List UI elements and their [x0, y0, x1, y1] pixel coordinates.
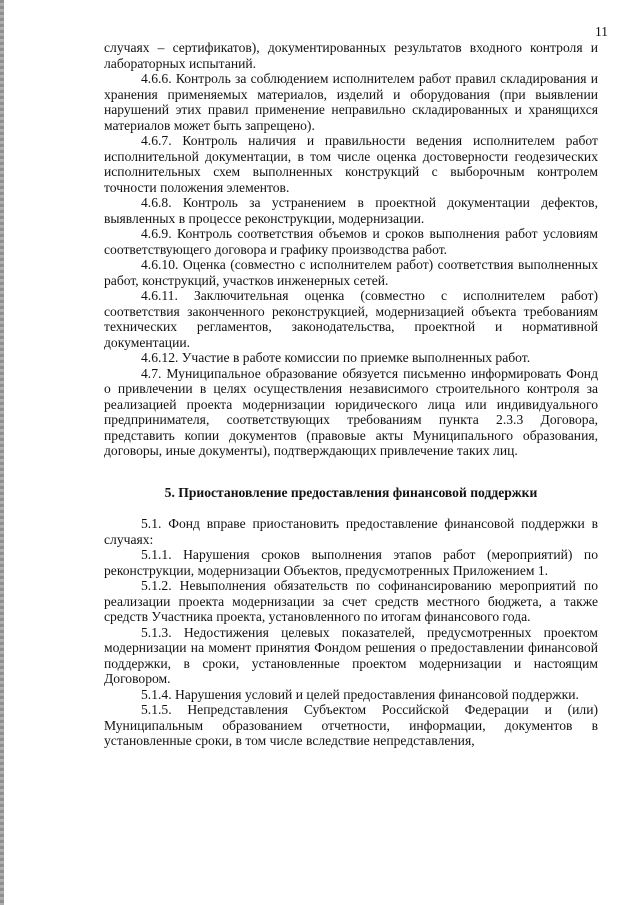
paragraph: 5.1. Фонд вправе приостановить предоставление финансовой поддержки в случаях: — [104, 516, 598, 547]
paragraph: 4.6.9. Контроль соответствия объемов и сроков выполнения работ условиям соответствующего договора и графику производства работ. — [104, 226, 598, 257]
paragraph: 4.6.10. Оценка (совместно с исполнителем работ) соответствия выполненных работ, конструкций, участков инженерных сетей. — [104, 257, 598, 288]
document-body — [104, 40, 598, 749]
paragraph: 5.1.3. Недостижения целевых показателей, предусмотренных проектом модернизации на момент принятия Фондом решения о предоставлении финансовой поддержки, в сроки, установленные проектом модернизации и настоящим Договором. — [104, 624, 598, 686]
page-number: 11 — [595, 24, 608, 39]
paragraph: 4.7. Муниципальное образование обязуется письменно информировать Фонд о привлечении в целях осуществления независимого строительного контроля за реализацией проекта модернизации юридического лица или индивидуального предпринимателя, соответствующих требованиям пункта 2.3.3 Договора, представить копии документов (правовые акты Муниципального образования, договоры, иные документы), подтверждающих привлечение таких лиц. — [104, 365, 598, 458]
paragraph: 4.6.12. Участие в работе комиссии по приемке выполненных работ. — [141, 350, 531, 365]
paragraph: 4.6.6. Контроль за соблюдением исполнителем работ правил складирования и хранения применяемых материалов, изделий и оборудования (при выявлении нарушений этих правил применение неправильно складированных и хранящихся материалов может быть запрещено). — [104, 71, 598, 133]
paragraph: случаях – сертификатов), документированных результатов входного контроля и лабораторных испытаний. — [104, 40, 598, 71]
paragraph: 4.6.7. Контроль наличия и правильности ведения исполнителем работ исполнительной документации, в том числе оценка достоверности геодезических исполнительных схем выполненных конструкций с выборочным контролем точности положения элементов. — [104, 133, 598, 195]
paragraph: 5.1.5. Непредставления Субъектом Российской Федерации и (или) Муниципальным образованием отчетности, информации, документов в установленные сроки, в том числе вследствие непредставления, — [104, 702, 598, 748]
paragraph: 4.6.11. Заключительная оценка (совместно с исполнителем работ) соответствия законченного реконструкцией, модернизацией объекта требованиям технических регламентов, законодательства, проектной и нормативной документации. — [104, 288, 598, 350]
scan-edge-artifact — [0, 0, 4, 905]
paragraph: 4.6.8. Контроль за устранением в проектной документации дефектов, выявленных в процессе реконструкции, модернизации. — [104, 195, 598, 226]
section-4-continuation — [104, 40, 598, 459]
paragraph: 5.1.1. Нарушения сроков выполнения этапов работ (мероприятий) по реконструкции, модернизации Объектов, предусмотренных Приложением 1. — [104, 547, 598, 578]
paragraph: 5.1.4. Нарушения условий и целей предоставления финансовой поддержки. — [141, 686, 579, 702]
section-5-body — [104, 516, 598, 749]
section-heading: 5. Приостановление предоставления финансовой поддержки — [164, 484, 538, 500]
paragraph: 5.1.2. Невыполнения обязательств по софинансированию мероприятий по реализации проекта модернизации за счет средств местного бюджета, а также средств Участника проекта, установленного по итогам финансового года. — [104, 578, 598, 624]
